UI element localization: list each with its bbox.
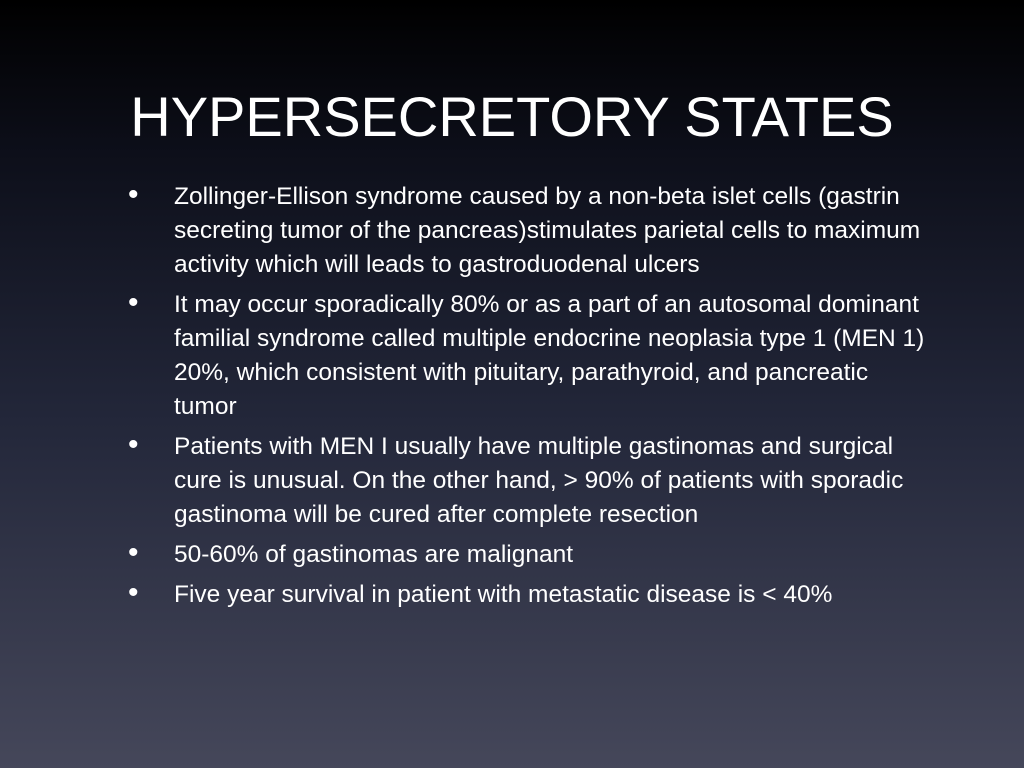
bullet-item bbox=[126, 430, 926, 532]
bullet-item bbox=[126, 180, 926, 282]
bullet-text: It may occur sporadically 80% or as a part of an autosomal dominant familial syndrome called multiple endocrine neoplasia type 1 (MEN 1) 20%, which consistent with pituitary, parathyroid, and pancreatic tumor bbox=[174, 291, 925, 420]
bullet-icon: • bbox=[128, 536, 139, 569]
bullet-text: Five year survival in patient with metastatic disease is < 40% bbox=[174, 581, 833, 608]
bullet-item bbox=[126, 288, 926, 424]
bullet-text: 50-60% of gastinomas are malignant bbox=[174, 541, 574, 568]
bullet-item bbox=[126, 538, 926, 572]
bullet-text: Zollinger-Ellison syndrome caused by a non-beta islet cells (gastrin secreting tumor of the pancreas)stimulates parietal cells to maximum activity which will leads to gastroduodenal ulcers bbox=[174, 183, 921, 278]
bullet-item bbox=[126, 578, 926, 612]
bullet-icon: • bbox=[128, 428, 139, 461]
bullet-icon: • bbox=[128, 576, 139, 609]
bullet-icon: • bbox=[128, 178, 139, 211]
bullet-list bbox=[126, 180, 926, 618]
bullet-text: Patients with MEN I usually have multiple gastinomas and surgical cure is unusual. On the other hand, > 90% of patients with sporadic gastinoma will be cured after complete resection bbox=[174, 433, 904, 528]
bullet-icon: • bbox=[128, 286, 139, 319]
slide-title: HYPERSECRETORY STATES bbox=[130, 85, 894, 148]
